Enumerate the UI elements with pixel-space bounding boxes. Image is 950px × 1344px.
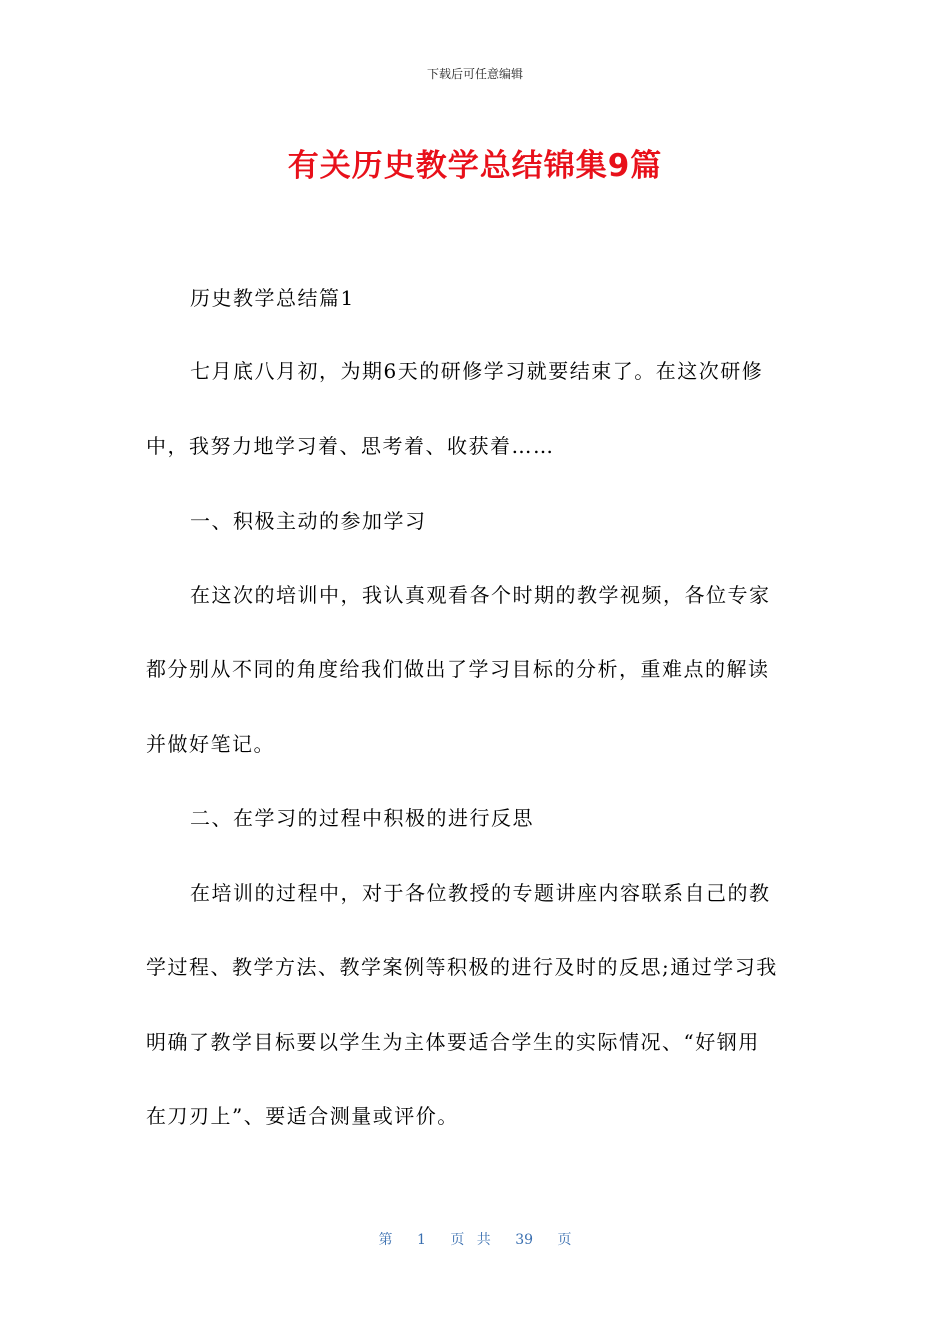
subsection-heading: 一、积极主动的参加学习 bbox=[190, 509, 427, 533]
paragraph-line: 明确了教学目标要以学生为主体要适合学生的实际情况、“好钢用 bbox=[146, 1030, 760, 1054]
footer-prefix: 第 bbox=[378, 1232, 393, 1248]
paragraph-line: 在刀刃上”、要适合测量或评价。 bbox=[146, 1104, 459, 1128]
footer-mid: 页 共 bbox=[450, 1232, 491, 1248]
paragraph-line: 学过程、教学方法、教学案例等积极的进行及时的反思;通过学习我 bbox=[146, 955, 778, 979]
paragraph-line: 在培训的过程中，对于各位教授的专题讲座内容联系自己的教 bbox=[190, 881, 771, 905]
paragraph-line: 并做好笔记。 bbox=[146, 732, 275, 756]
paragraph-line: 都分别从不同的角度给我们做出了学习目标的分析，重难点的解读 bbox=[146, 657, 770, 681]
current-page-number: 1 bbox=[416, 1232, 426, 1248]
paragraph-line: 在这次的培训中，我认真观看各个时期的教学视频，各位专家 bbox=[190, 583, 771, 607]
section-heading: 历史教学总结篇1 bbox=[190, 286, 355, 310]
page-footer bbox=[0, 1230, 950, 1250]
footer-suffix: 页 bbox=[557, 1232, 572, 1248]
paragraph-line: 七月底八月初，为期6天的研修学习就要结束了。在这次研修 bbox=[190, 359, 764, 383]
document-title: 有关历史教学总结锦集9篇 bbox=[287, 148, 663, 184]
page-header-note: 下载后可任意编辑 bbox=[426, 67, 523, 81]
total-pages-number: 39 bbox=[515, 1232, 534, 1248]
paragraph-line: 中，我努力地学习着、思考着、收获着…… bbox=[146, 434, 555, 458]
subsection-heading: 二、在学习的过程中积极的进行反思 bbox=[190, 806, 534, 830]
